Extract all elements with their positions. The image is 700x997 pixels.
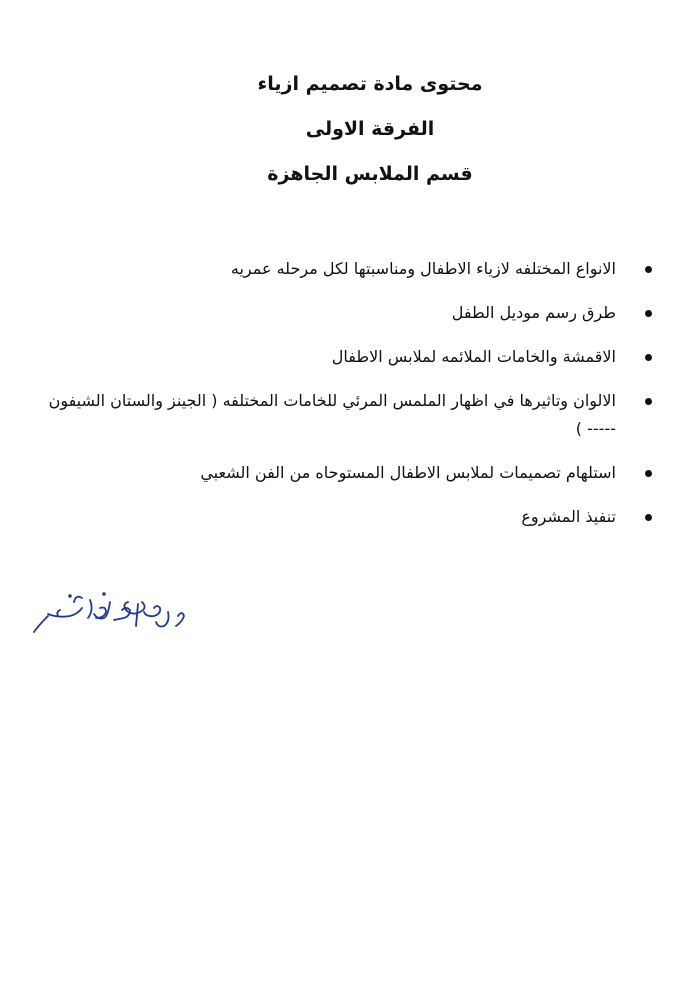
list-item-text: الالوان وتاثيرها في اظهار الملمس المرئي للخامات المختلفه ( الجينز والستان الشيفون ----- ) [48, 391, 616, 438]
list-item [46, 503, 656, 531]
list-item-text: طرق رسم موديل الطفل [451, 303, 616, 322]
department-name: قسم الملابس الجاهزة [267, 163, 473, 185]
bullet-icon [645, 310, 652, 317]
academic-year: الفرقة الاولى [305, 118, 435, 140]
signature-drawing [30, 588, 190, 648]
bullet-icon [645, 266, 652, 273]
list-item [46, 299, 656, 327]
handwritten-signature [30, 588, 190, 648]
bullet-icon [645, 470, 652, 477]
list-item [46, 387, 656, 443]
list-item-text: الانواع المختلفه لازياء الاطفال ومناسبتها لكل مرحله عمريه [230, 259, 616, 278]
course-title: محتوى مادة تصميم ازياء [257, 73, 483, 95]
content-list [46, 255, 656, 547]
list-item-text: الاقمشة والخامات الملائمه لملابس الاطفال [331, 347, 616, 366]
list-item-text: استلهام تصميمات لملابس الاطفال المستوحاه من الفن الشعبي [200, 463, 616, 482]
bullet-icon [645, 398, 652, 405]
list-item [46, 459, 656, 487]
bullet-icon [645, 354, 652, 361]
document-header [150, 72, 590, 207]
bullet-icon [645, 514, 652, 521]
list-item [46, 343, 656, 371]
list-item-text: تنفيذ المشروع [521, 507, 616, 526]
list-item [46, 255, 656, 283]
